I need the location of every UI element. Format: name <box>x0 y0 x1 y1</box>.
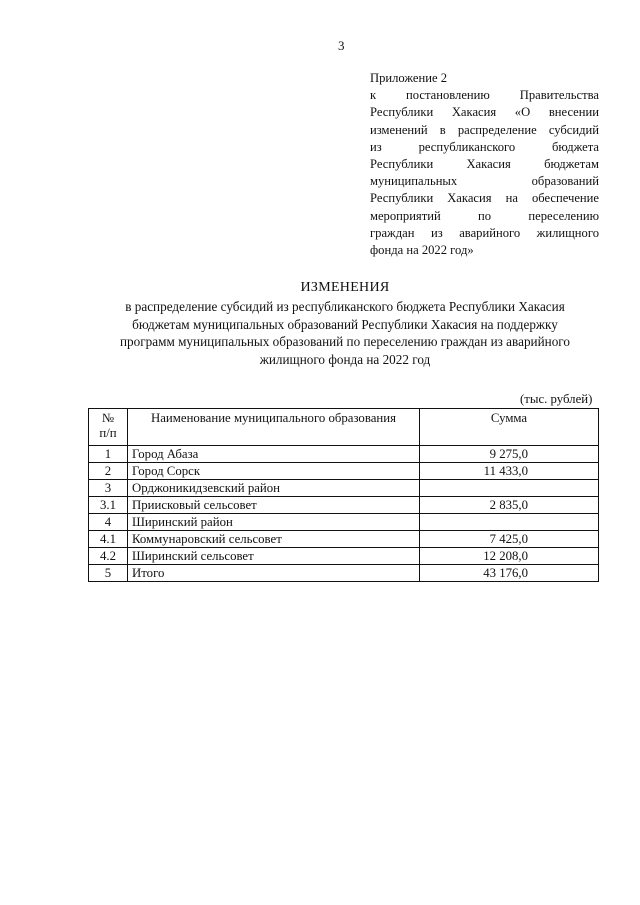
appendix-line: изменений в распределение субсидий <box>370 122 599 137</box>
page-number: 3 <box>338 38 345 53</box>
row-num: 3.1 <box>89 497 128 514</box>
row-sum: 7 425,0 <box>420 531 599 548</box>
appendix-line: муниципальных образований <box>370 174 599 189</box>
row-name: Город Абаза <box>128 446 420 463</box>
row-name: Город Сорск <box>128 463 420 480</box>
appendix-line: Приложение 2 <box>370 71 448 85</box>
row-num: 2 <box>89 463 128 480</box>
header-num <box>89 409 128 446</box>
appendix-line: к постановлению Правительства <box>370 88 599 103</box>
document-title: ИЗМЕНЕНИЯ <box>300 280 390 295</box>
row-name: Орджоникидзевский район <box>128 480 420 497</box>
appendix-line: фонда на 2022 год» <box>370 243 474 258</box>
subtitle-line: бюджетам муниципальных образований Республики Хакасия на поддержку <box>132 316 558 332</box>
table-row <box>89 497 599 514</box>
row-sum: 2 835,0 <box>420 497 599 514</box>
table-row <box>89 548 599 565</box>
appendix-line: мероприятий по переселению <box>370 208 599 223</box>
appendix-line: Республики Хакасия «О внесении <box>370 105 599 120</box>
table-row <box>89 480 599 497</box>
subtitle-line: в распределение субсидий из республиканского бюджета Республики Хакасия <box>125 299 565 314</box>
subsidy-table <box>88 408 599 582</box>
row-num: 4.2 <box>89 548 128 565</box>
appendix-line: из республиканского бюджета <box>370 139 599 154</box>
row-sum <box>420 514 599 531</box>
header-name: Наименование муниципального образования <box>128 409 420 446</box>
subtitle-line: жилищного фонда на 2022 год <box>259 351 431 367</box>
table-row <box>89 446 599 463</box>
subtitle-line: программ муниципальных образований по переселению граждан из аварийного <box>120 334 570 349</box>
document-subtitle <box>100 298 590 368</box>
row-sum <box>420 480 599 497</box>
row-sum: 9 275,0 <box>420 446 599 463</box>
table-row <box>89 531 599 548</box>
appendix-block <box>370 70 599 259</box>
row-sum: 43 176,0 <box>420 565 599 582</box>
row-name: Приисковый сельсовет <box>128 497 420 514</box>
table-row <box>89 514 599 531</box>
row-num: 3 <box>89 480 128 497</box>
appendix-line: Республики Хакасия на обеспечение <box>370 191 599 206</box>
row-num: 1 <box>89 446 128 463</box>
row-name: Ширинский сельсовет <box>128 548 420 565</box>
units-label: (тыс. рублей) <box>520 392 593 406</box>
header-num-line2: п/п <box>99 426 117 440</box>
row-name: Коммунаровский сельсовет <box>128 531 420 548</box>
header-num-line1: № <box>101 411 115 425</box>
row-sum: 12 208,0 <box>420 548 599 565</box>
row-num: 4.1 <box>89 531 128 548</box>
table-row <box>89 565 599 582</box>
row-num: 5 <box>89 565 128 582</box>
row-name: Ширинский район <box>128 514 420 531</box>
appendix-line: Республики Хакасия бюджетам <box>370 157 599 172</box>
row-name: Итого <box>128 565 420 582</box>
header-sum: Сумма <box>420 409 599 446</box>
row-num: 4 <box>89 514 128 531</box>
table-row <box>89 463 599 480</box>
appendix-line: граждан из аварийного жилищного <box>370 225 599 240</box>
row-sum: 11 433,0 <box>420 463 599 480</box>
table-header-row <box>89 409 599 446</box>
